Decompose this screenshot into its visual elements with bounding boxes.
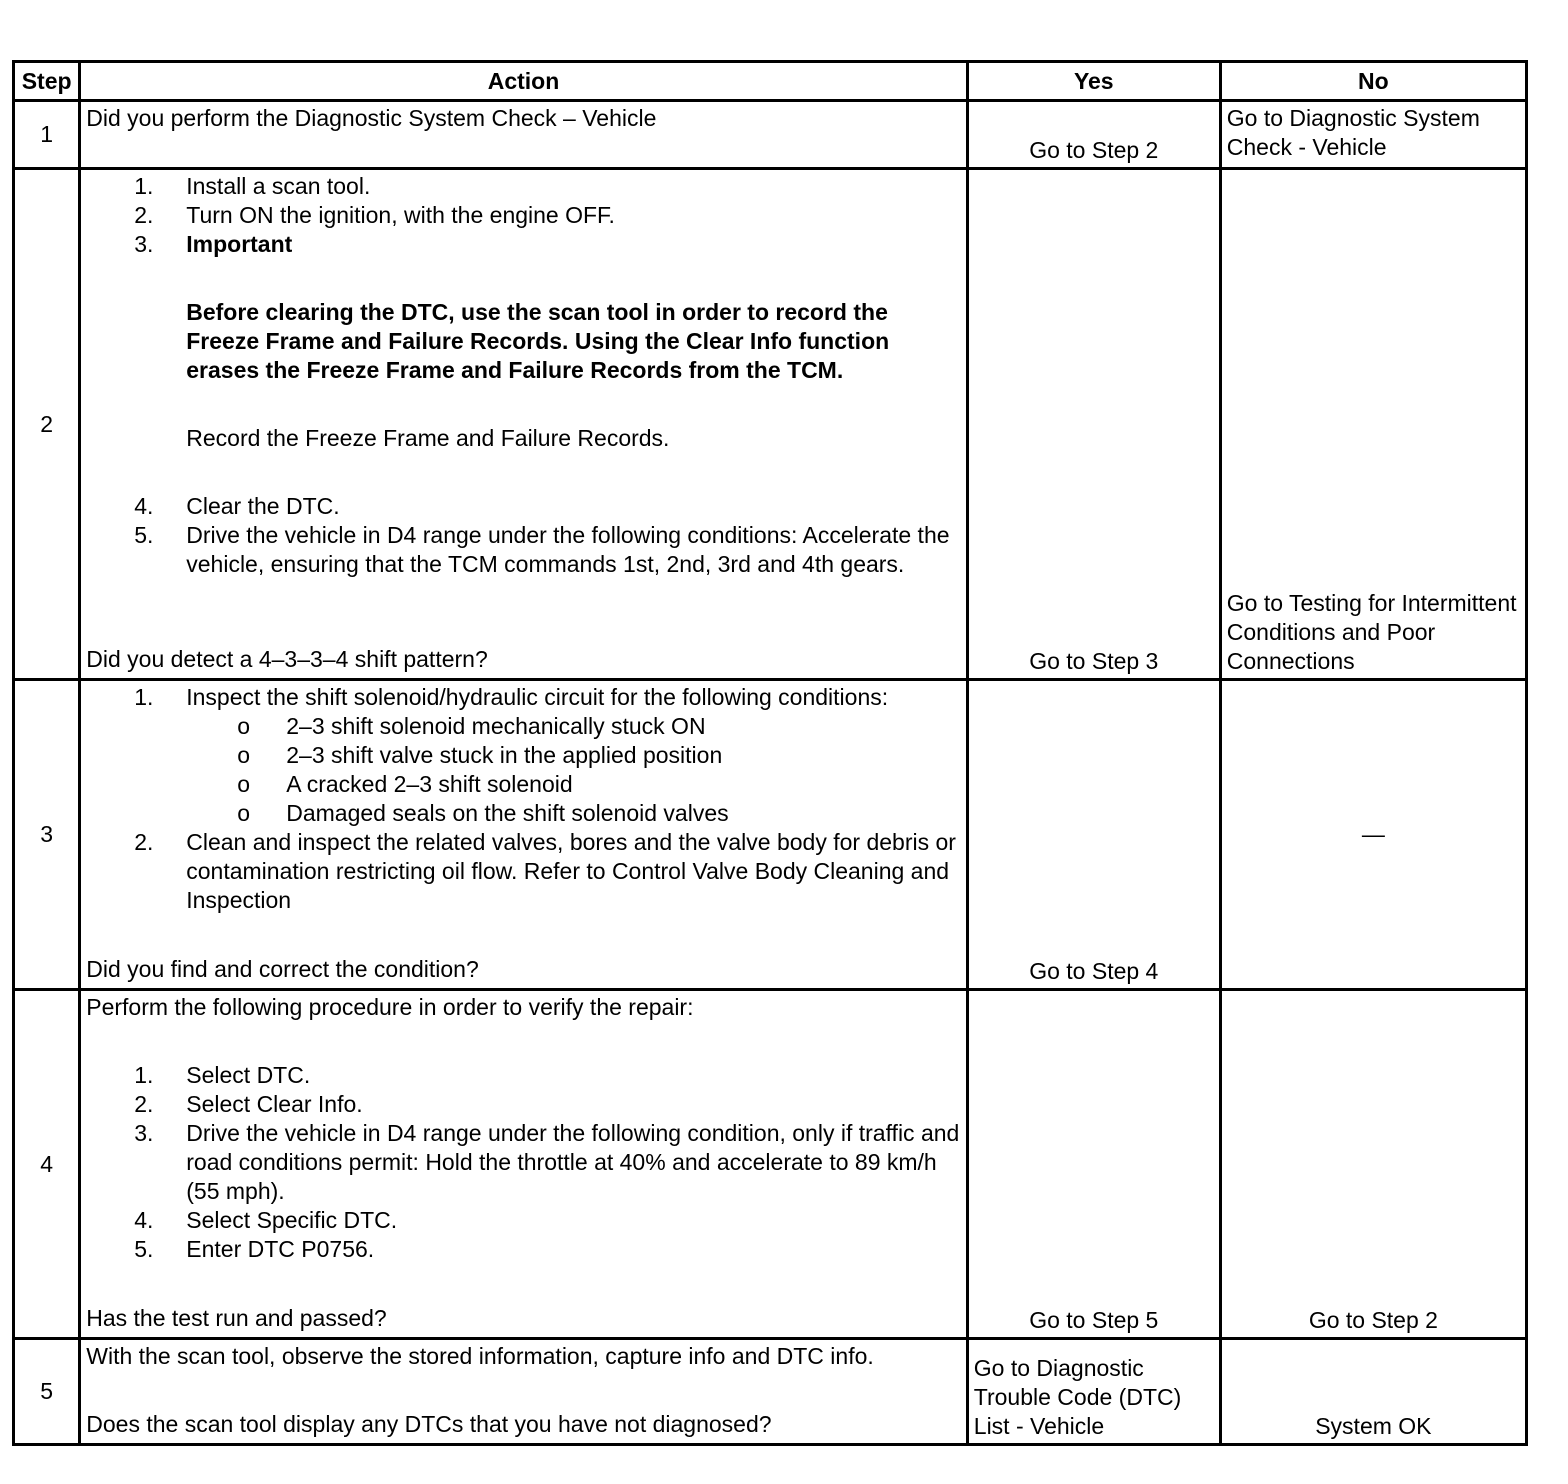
action-cell — [81, 991, 966, 1337]
header-row — [15, 63, 1525, 99]
step-list — [86, 683, 961, 915]
question: Did you detect a 4–3–3–4 shift pattern? — [86, 646, 488, 672]
no-cell: System OK — [1222, 1340, 1525, 1443]
no-cell: — — [1222, 681, 1525, 988]
step-number: 5 — [15, 1340, 78, 1443]
step-number: 2 — [15, 170, 78, 678]
list-item: 4. Clear the DTC. — [134, 493, 340, 519]
header-action: Action — [81, 63, 966, 99]
table-row — [15, 991, 1525, 1337]
header-yes: Yes — [969, 63, 1219, 99]
sub-item: o 2–3 shift solenoid mechanically stuck ON — [237, 713, 706, 739]
diagnostic-table — [12, 60, 1528, 1446]
list-item: 4. Select Specific DTC. — [134, 1207, 398, 1233]
action-cell — [81, 681, 966, 988]
step-list — [86, 172, 961, 579]
step-number: 1 — [15, 102, 78, 167]
header-no: No — [1222, 63, 1525, 99]
step-number: 3 — [15, 681, 78, 988]
list-item: 5. Enter DTC P0756. — [134, 1236, 375, 1262]
list-item: 1. Install a scan tool. — [134, 173, 371, 199]
action-cell: Did you perform the Diagnostic System Check – Vehicle — [81, 102, 966, 167]
question: Does the scan tool display any DTCs that you have not diagnosed? — [86, 1411, 772, 1437]
yes-cell: Go to Diagnostic Trouble Code (DTC) List - Vehicle — [969, 1340, 1219, 1443]
table-row — [15, 681, 1525, 988]
list-item: 1. Select DTC. — [134, 1062, 311, 1088]
action-cell — [81, 170, 966, 678]
list-item: 1. Inspect the shift solenoid/hydraulic circuit for the following conditions: o 2–3 shift solenoid mechanically stuck ON o 2–3 shift valve stuck in the applied position o A cracked 2–3 shift solenoid o Damaged seals on the shift solenoid valves — [86, 683, 961, 828]
no-cell: Go to Diagnostic System Check - Vehicle — [1222, 102, 1525, 167]
list-item: 2. Clean and inspect the related valves, bores and the valve body for debris or contamination restricting oil flow. Refer to Control Valve Body Cleaning and Inspection — [134, 829, 956, 913]
list-item: 2. Select Clear Info. — [134, 1091, 363, 1117]
step-number: 4 — [15, 991, 78, 1337]
yes-cell: Go to Step 5 — [969, 991, 1219, 1337]
no-cell: Go to Testing for Intermittent Conditions and Poor Connections — [1222, 170, 1525, 678]
list-item: 5. Drive the vehicle in D4 range under the following conditions: Accelerate the vehicle, ensuring that the TCM commands 1st, 2nd, 3rd and 4th gears. — [134, 522, 950, 577]
table-row — [15, 102, 1525, 167]
yes-cell: Go to Step 4 — [969, 681, 1219, 988]
sub-item: o Damaged seals on the shift solenoid valves — [237, 800, 729, 826]
table-row — [15, 1340, 1525, 1443]
no-cell: Go to Step 2 — [1222, 991, 1525, 1337]
question: Did you find and correct the condition? — [86, 956, 479, 982]
yes-cell: Go to Step 3 — [969, 170, 1219, 678]
sub-item: o A cracked 2–3 shift solenoid — [237, 771, 573, 797]
record-instruction: Record the Freeze Frame and Failure Records. — [186, 425, 670, 451]
sub-list — [186, 712, 961, 828]
intro-text: Perform the following procedure in order to verify the repair: — [86, 994, 694, 1020]
sub-item: o 2–3 shift valve stuck in the applied position — [237, 742, 723, 768]
header-step: Step — [15, 63, 78, 99]
action-cell — [81, 1340, 966, 1443]
important-note: Before clearing the DTC, use the scan tool in order to record the Freeze Frame and Failure Records. Using the Clear Info function erases the Freeze Frame and Failure Records from the TCM. — [186, 299, 890, 383]
yes-cell: Go to Step 2 — [969, 102, 1219, 167]
table-row — [15, 170, 1525, 678]
intro-text: With the scan tool, observe the stored information, capture info and DTC info. — [86, 1343, 874, 1369]
list-item: 2. Turn ON the ignition, with the engine OFF. — [134, 202, 615, 228]
step-list — [86, 1061, 961, 1264]
question: Has the test run and passed? — [86, 1305, 387, 1331]
list-item: 3. Important Before clearing the DTC, use the scan tool in order to record the Freeze Frame and Failure Records. Using the Clear Info function erases the Freeze Frame and Failure Records from the TCM. Record the Freeze Frame and Failure Records. — [86, 230, 961, 492]
list-item: 3. Drive the vehicle in D4 range under the following condition, only if traffic and road conditions permit: Hold the throttle at 40% and accelerate to 89 km/h (55 mph). — [134, 1120, 960, 1204]
